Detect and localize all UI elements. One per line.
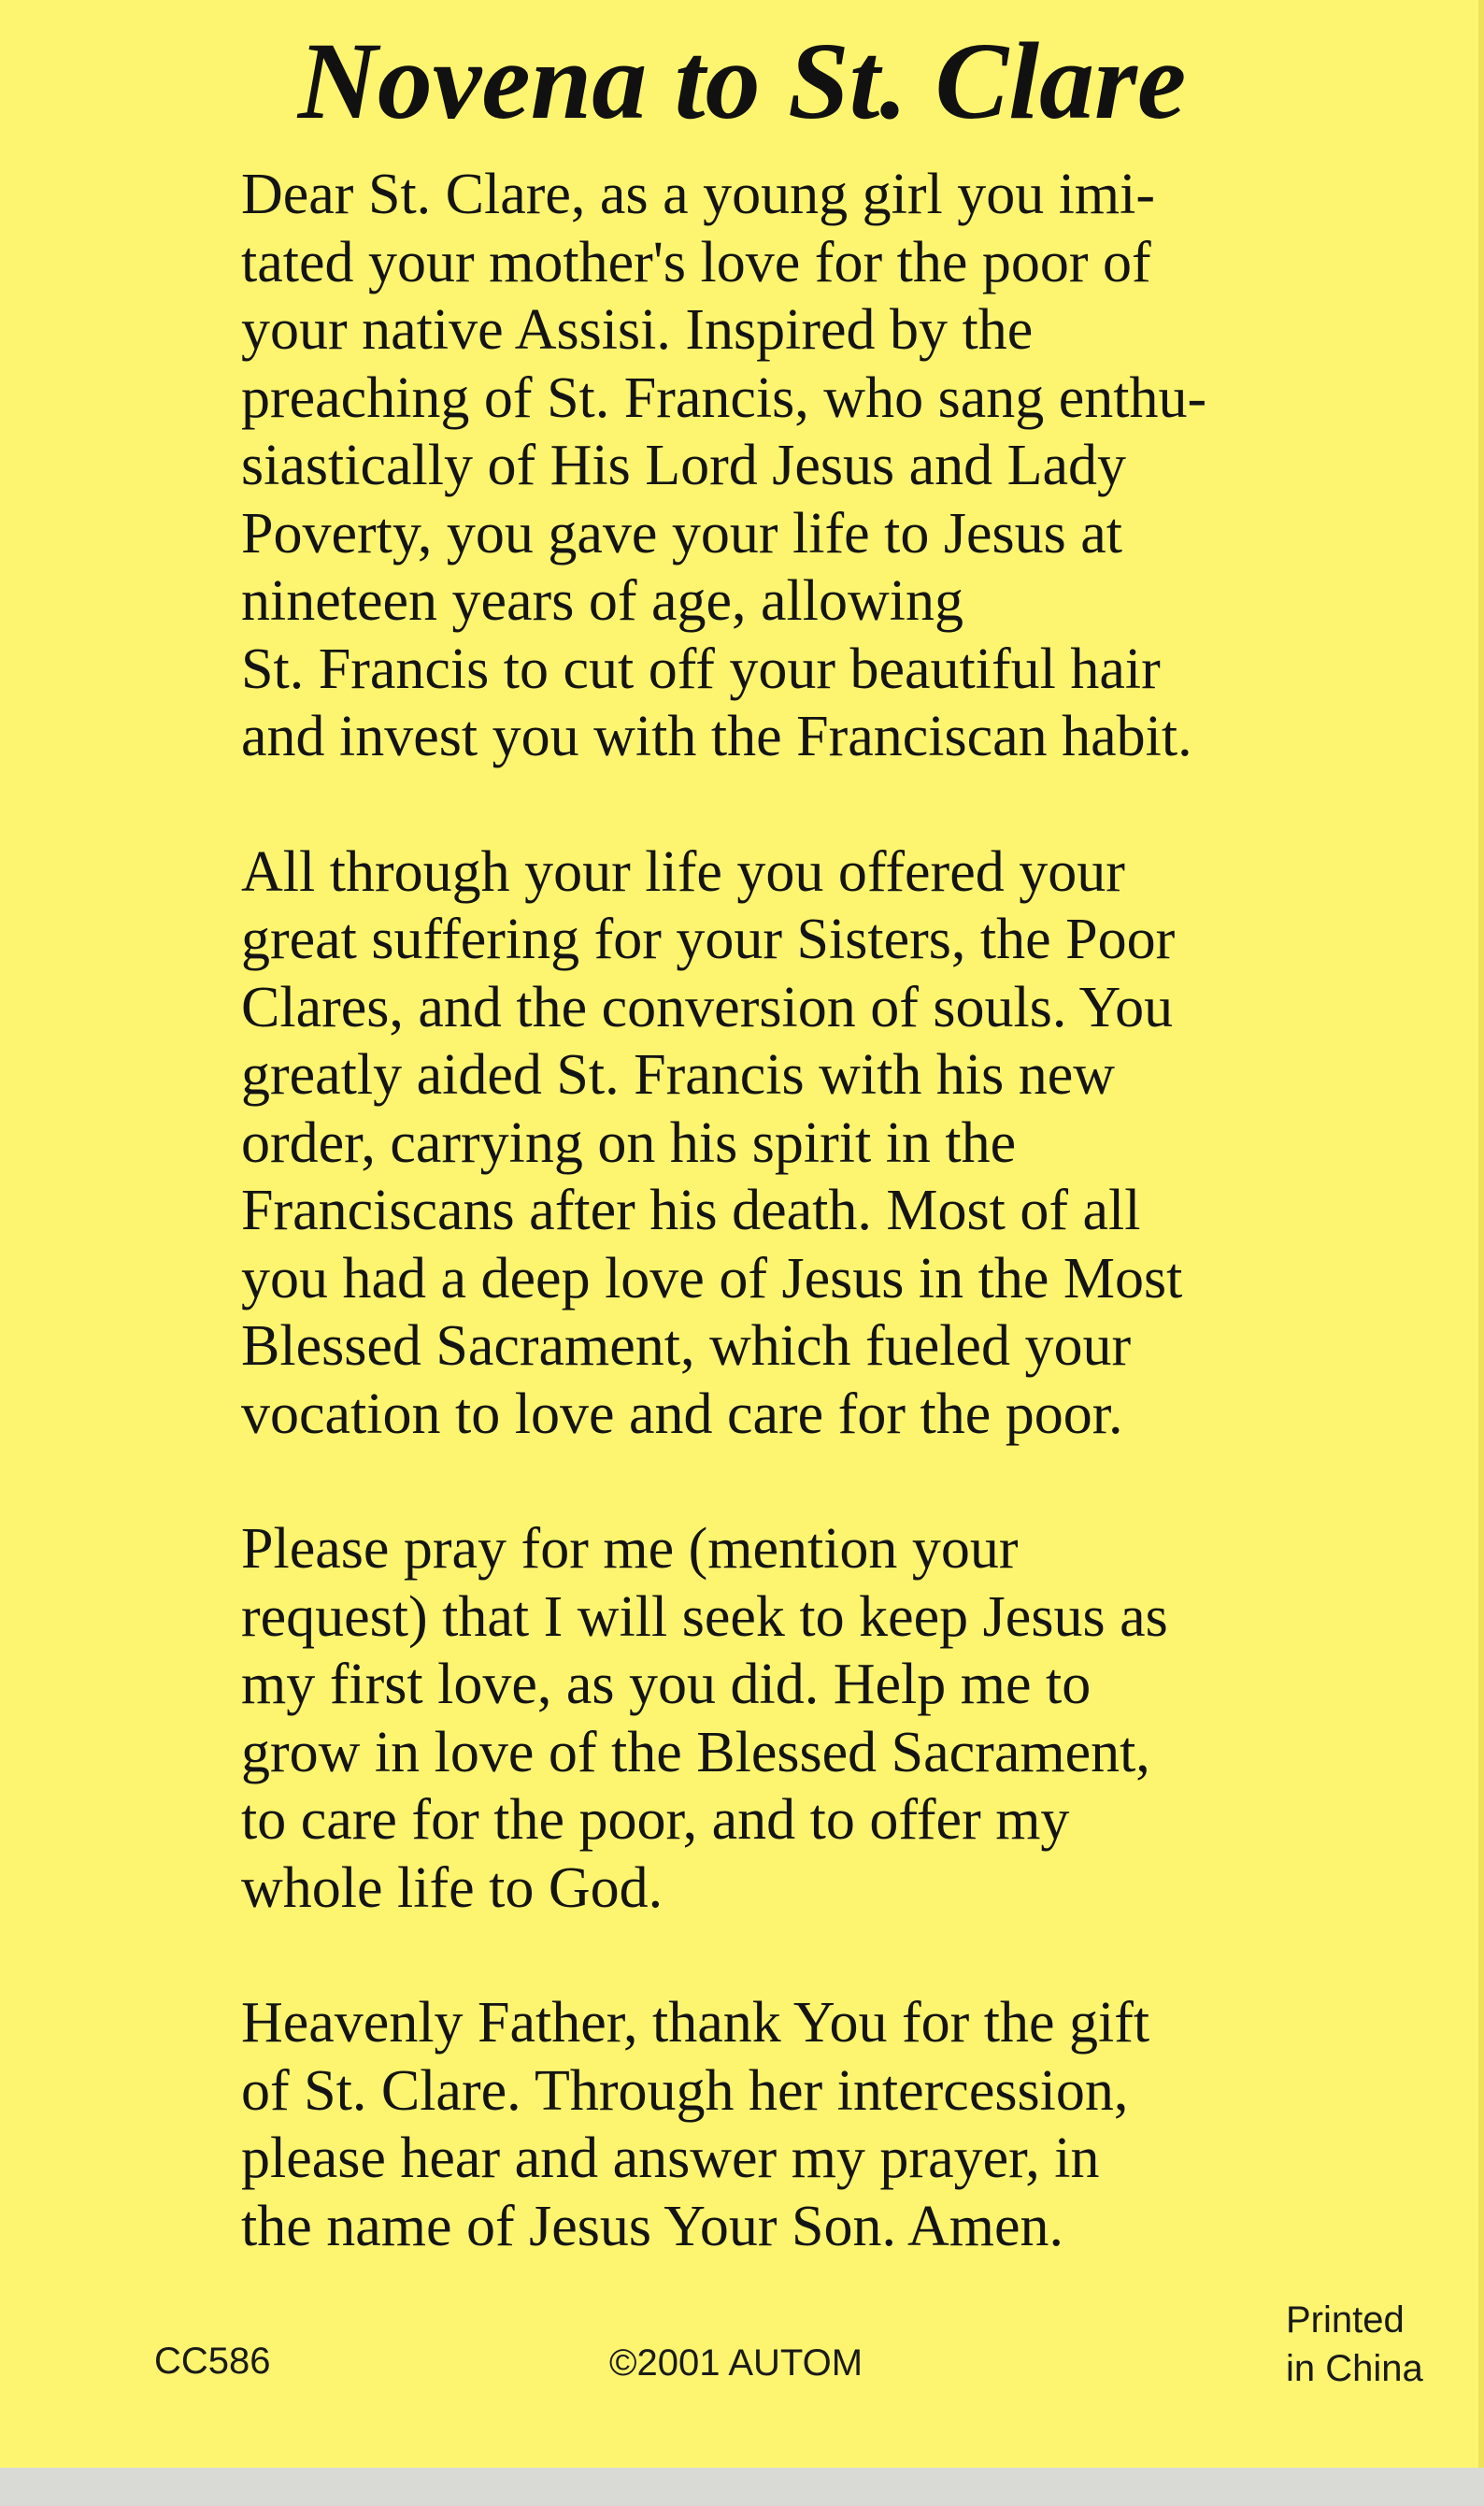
text-line: you had a deep love of Jesus in the Most xyxy=(241,1246,1183,1310)
text-line: please hear and answer my prayer, in xyxy=(241,2127,1100,2190)
text-line: All through your life you offered your xyxy=(241,839,1125,904)
text-line: great suffering for your Sisters, the Poor xyxy=(241,908,1176,971)
text-line: order, carrying on his spirit in the xyxy=(241,1110,1017,1175)
paragraph-1 xyxy=(241,161,1456,771)
product-code: CC586 xyxy=(154,2341,271,2382)
page-title: Novena to St. Clare xyxy=(297,20,1187,142)
text-line: preaching of St. Francis, who sang enthu- xyxy=(241,365,1207,430)
text-line: Heavenly Father, thank You for the gift xyxy=(241,1991,1150,2055)
text-line: my first love, as you did. Help me to xyxy=(241,1653,1092,1716)
text-line: Please pray for me (mention your xyxy=(241,1517,1019,1581)
paragraph-3 xyxy=(241,1515,1456,1922)
text-line: Blessed Sacrament, which fueled your xyxy=(241,1314,1132,1378)
text-line: Clares, and the conversion of souls. You xyxy=(241,975,1174,1039)
text-line: siastically of His Lord Jesus and Lady xyxy=(241,434,1127,497)
text-line: and invest you with the Franciscan habit. xyxy=(241,705,1192,768)
printed-line-1: Printed xyxy=(1286,2299,1405,2341)
prayer-body xyxy=(241,161,1456,2327)
text-line: request) that I will seek to keep Jesus as xyxy=(241,1584,1168,1649)
text-line: of St. Clare. Through her intercession, xyxy=(241,2058,1129,2123)
text-line: nineteen years of age, allowing xyxy=(241,569,963,633)
text-line: Poverty, you gave your life to Jesus at xyxy=(241,501,1123,566)
text-line: tated your mother's love for the poor of xyxy=(241,230,1151,294)
text-line: St. Francis to cut off your beautiful hair xyxy=(241,637,1161,701)
text-line: your native Assisi. Inspired by the xyxy=(241,298,1034,362)
text-line: whole life to God. xyxy=(241,1855,664,1920)
paragraph-4 xyxy=(241,1989,1456,2260)
text-line: greatly aided St. Francis with his new xyxy=(241,1043,1115,1107)
printed-line-2: in China xyxy=(1286,2348,1423,2389)
printed-in-label xyxy=(1286,2296,1423,2393)
text-line: Franciscans after his death. Most of all xyxy=(241,1179,1141,1242)
text-line: grow in love of the Blessed Sacrament, xyxy=(241,1720,1150,1784)
text-line: the name of Jesus Your Son. Amen. xyxy=(241,2194,1064,2258)
text-line: vocation to love and care for the poor. xyxy=(241,1382,1123,1446)
text-line: to care for the poor, and to offer my xyxy=(241,1788,1070,1852)
text-line: Dear St. Clare, as a young girl you imi- xyxy=(241,163,1156,226)
copyright-notice: ©2001 AUTOM xyxy=(609,2342,863,2384)
paragraph-2 xyxy=(241,838,1456,1449)
